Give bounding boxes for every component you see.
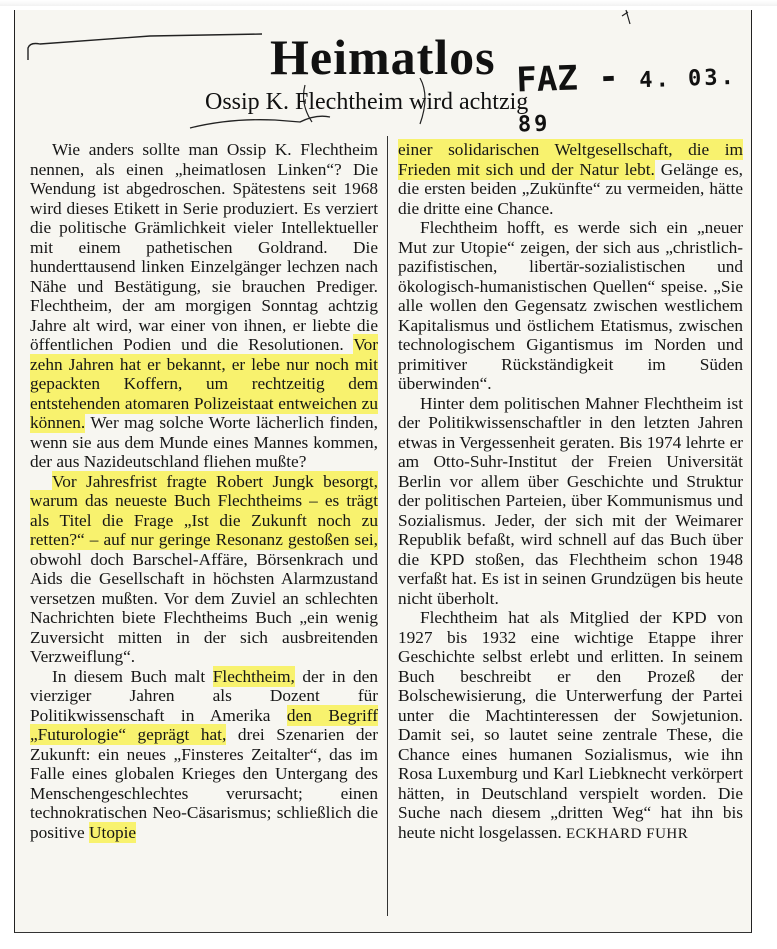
author-byline: ECKHARD FUHR [565,825,689,842]
text-run: drei Szenarien der Zukunft: ein neues „Finsteres Zeitalter“, das im Falle eines globalen Krieges den Untergang des Menschengeschlechtes verursacht; einen technokratischen Neo-Cäsarismus; schließlich die positive [30,725,378,842]
paragraph: Flechtheim hofft, es werde sich ein „neuer Mut zur Utopie“ zeigen, der sich aus „christlich-pazifistischen, libertär-sozialistischen und ökologisch-humanistischen Quellen“ speise. „Sie alle wollen den Gegensatz zwischen westlichem Kapitalismus und östlichem Etatismus, zwischen technologischem Gigantismus im Norden und primitiver Rückständigkeit im Süden überwinden“. [398,218,743,393]
scan-edge [0,0,777,6]
highlighted-text: Vor Jahresfrist fragte Robert Jungk besorgt, warum das neueste Buch Flechtheims – es trägt als Titel die Frage „Ist die Zukunft noch zu retten?“ – auf nur geringe Resonanz gestoßen sei, [30,471,378,549]
text-run: der in den vierziger Jahren als Dozent für Politikwissenschaft in Amerika [30,666,378,725]
text-run: Gelänge es, die ersten beiden „Zukünfte“ zu vermeiden, hätte die dritte eine Chance. [398,159,743,218]
stamp-source: FAZ - [515,56,620,101]
article-subheadline: Ossip K. Flechtheim wird achtzig [205,89,529,115]
paragraph: Hinter dem politischen Mahner Flechtheim ist der Politikwissenschaftler in den letzten Jahren etwas in Vergessenheit geraten. Bis 1974 lehrte er am Otto-Suhr-Institut der Freien Universität Berlin vor allem über Geschichte und Struktur der politischen Parteien, über Kommunismus und Sozialismus. Jeder, der sich mit der Weimarer Republik befaßt, wird schnell auf das Buch über die KPD stoßen, das Flechtheim schon 1948 verfaßt hat. Es ist in seinen Grundzügen bis heute nicht überholt. [398,393,743,608]
text-run: Flechtheim hat als Mitglied der KPD von 1927 bis 1932 eine wichtige Etappe ihrer Geschichte selbst erlebt und erlitten. In seinem Buch beschreibt er den Prozeß der Bolschewisierung, die Unterwerfung der Partei unter die Machtinteressen der Sowjetunion. Damit sei, so lautet seine zentrale These, die Chance eines humanen Sozialismus, wie ihn Rosa Luxemburg und Karl Liebknecht verkörpert hätten, in Deutschland verspielt worden. Die Suche nach diesem „dritten Weg“ hat ihn bis heute nicht losgelassen. [398,608,743,842]
highlighted-text: Vor zehn Jahren hat er bekannt, er lebe nur noch mit gepackten Koffern, um rechtzeitig dem entstehenden atomaren Polizeistaat entweichen zu können. [30,335,378,432]
paragraph [30,667,378,843]
stamp-date: 4. 03. 89 [517,64,738,138]
source-stamp [516,51,777,140]
paragraph [30,140,378,472]
text-run: obwohl doch Barschel-Affäre, Börsenkrach und Aids die Gesellschaft in höchsten Alarmzustand versetzen mußten. Vor dem Zuviel an schlechten Nachrichten biete Flechtheims Buch „ein wenig Zuversicht mitten in der sich ausbreitenden Verzweiflung“. [30,549,378,666]
highlighted-text: Flechtheim, [212,666,295,686]
text-run: Wie anders sollte man Ossip K. Flechtheim nennen, als einen „heimatlosen Linken“? Die Wendung ist abgedroschen. Spätestens seit 1968 wird dieses Etikett in Serie produziert. Es verziert die politische Grämlichkeit vieler Intellektueller mit einem pathetischen Goldrand. Die hunderttausend linken Einzelgänger lechzen nach Nähe und Bestätigung, sie brauchen Prediger. Flechtheim, der am morgigen Sonntag achtzig Jahre alt wird, war einer von ihnen, er liebte die öffentlichen Podien und die Resolutionen. [30,140,378,354]
highlighted-text: Utopie [89,822,137,842]
paragraph [30,472,378,667]
paragraph [398,608,743,844]
article-column-left [30,140,378,842]
text-run: In diesem Buch malt [52,666,213,686]
article-headline: Heimatlos [270,29,496,85]
highlighted-text: den Begriff „Futurologie“ geprägt hat, [30,705,378,744]
text-run: Wer mag solche Worte lächerlich finden, wenn sie aus dem Munde eines Mannes kommen, der aus Nazideutschland fliehen mußte? [30,413,378,471]
column-divider [387,136,388,916]
highlighted-text: einer solidarischen Weltgesellschaft, die im Frieden mit sich und der Natur lebt. [398,140,743,179]
paragraph [398,140,743,218]
article-column-right [398,140,743,844]
